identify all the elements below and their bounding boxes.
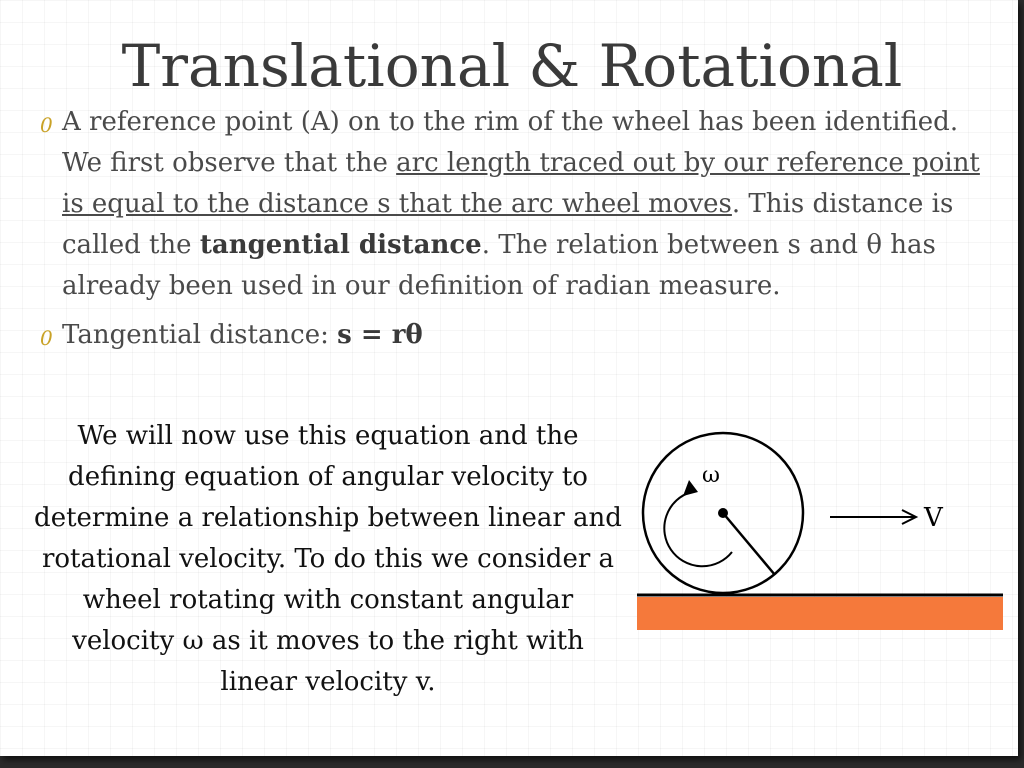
- rolling-wheel-diagram: [636, 424, 1006, 634]
- bullet1-bold-term: tangential distance: [199, 230, 482, 260]
- bullet1-underlined-text: arc length traced out by our reference point is equal to the distance s that the arc wheel moves: [62, 148, 980, 219]
- bullet2-text: Tangential distance:: [62, 320, 338, 350]
- explanation-paragraph: We will now use this equation and the defining equation of angular velocity to determine a relationship between linear and rotational velocity. To do this we consider a wheel rotating with constant angular velocity ω as it moves to the right with linear velocity v.: [34, 421, 622, 697]
- bullet-marker-icon: 0: [40, 326, 53, 350]
- bullet-marker-icon: 0: [40, 113, 53, 137]
- bullet1-text-2: . This distance is called the: [62, 189, 954, 260]
- rotation-arrow-arc: [664, 492, 732, 566]
- velocity-label: V: [924, 503, 943, 533]
- bullet-item-arc-length: [40, 102, 980, 307]
- omega-label: ω: [702, 463, 720, 488]
- ground-surface: [637, 597, 1003, 630]
- bullet-list: [40, 102, 980, 356]
- bullet-item-tangential-distance: [40, 315, 980, 356]
- radius-line: [723, 513, 775, 575]
- bullet1-text-1: A reference point (A) on to the rim of the wheel has been identified. We first observe that the: [62, 107, 959, 178]
- bullet2-equation: s = rθ: [337, 320, 423, 350]
- slide-title: Translational & Rotational: [121, 32, 903, 100]
- bullet1-text-3: . The relation between s and θ has already been used in our definition of radian measure.: [62, 230, 936, 301]
- rotation-arrowhead-icon: [683, 480, 698, 496]
